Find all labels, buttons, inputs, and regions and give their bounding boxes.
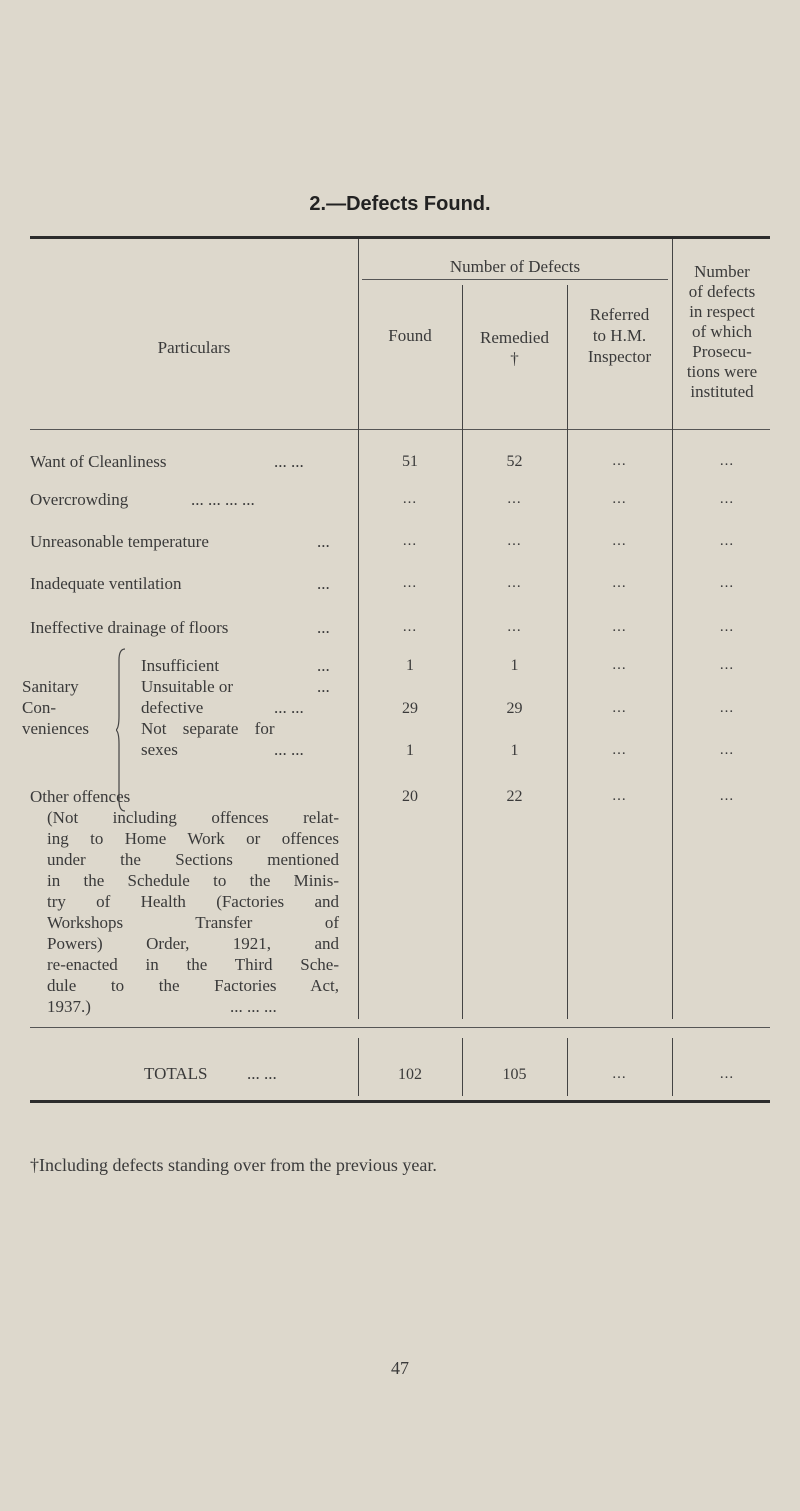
row-leader: ... ... ... ... [191,490,255,509]
row-found: ... [402,575,418,591]
header-referred-2: to H.M. [592,326,647,345]
header-found: Found [388,326,432,345]
other-prosecutions: ... [719,788,735,804]
row-label: Inadequate ventilation [30,574,182,593]
sanitary-group-label-2: Con- [22,698,56,717]
sanitary-line-unsuitable: Unsuitable or [141,677,234,696]
header-prosecutions-2: of defects [688,282,756,301]
other-note-line: under the Sections mentioned [47,850,339,869]
row-remedied: ... [507,491,522,507]
other-note-leader: ... ... ... [230,997,277,1016]
header-remedied-dagger: † [510,349,519,368]
table-title: 2.—Defects Found. [309,193,491,215]
row-found: 51 [402,453,418,470]
totals-found: 102 [398,1066,422,1083]
top-rule [30,236,770,239]
col-divider-3 [567,285,568,1019]
header-prosecutions-5: Prosecu- [692,342,752,361]
header-prosecutions-3: in respect [689,302,755,321]
header-referred-1: Referred [589,305,650,324]
row-leader: ... [317,618,330,637]
sanitary-leader: ... ... [274,740,304,759]
sanitary-line-sexes: sexes [141,740,178,759]
row-label: Unreasonable temperature [30,532,209,551]
sanitary-leader: ... [317,677,330,696]
row-referred: ... [612,619,627,635]
header-number-of-defects: Number of Defects [449,257,581,276]
bottom-rule [30,1100,770,1103]
totals-referred: ... [612,1066,627,1082]
other-note-line: (Not including offences relat- [47,808,339,827]
totals-remedied: 105 [502,1066,527,1083]
sanitary-found: 1 [406,657,414,674]
sanitary-leader: ... [317,656,330,675]
row-label: Overcrowding [30,490,129,509]
sanitary-group-label-3: veniences [22,719,90,738]
sanitary-found: 29 [402,700,418,717]
row-prosecutions: ... [719,575,735,591]
header-prosecutions-1: Number [694,262,750,281]
row-label: Ineffective drainage of floors [30,618,229,637]
other-note-line: try of Health (Factories and [47,892,339,911]
other-note-line: dule to the Factories Act, [47,976,339,995]
sanitary-found: 1 [406,742,414,759]
sanitary-remedied: 29 [506,700,523,717]
sanitary-remedied: 1 [510,657,519,674]
other-note-line: in the Schedule to the Minis- [47,871,339,890]
row-prosecutions: ... [719,533,735,549]
header-referred-3: Inspector [587,347,652,366]
sanitary-line-defective: defective [141,698,204,717]
row-prosecutions: ... [719,491,735,507]
totals-leader: ... ... [247,1064,277,1083]
row-prosecutions: ... [719,619,735,635]
sanitary-group-label-1: Sanitary [22,677,79,696]
page-number: 47 [391,1358,409,1378]
row-remedied: 52 [506,453,523,470]
other-note-line: Powers) Order, 1921, and [47,934,339,953]
sanitary-referred: ... [612,657,627,673]
row-leader: ... ... [274,452,304,471]
row-leader: ... [317,574,330,593]
totals-label: TOTALS [144,1064,208,1083]
header-prosecutions-4: of which [692,322,752,341]
row-leader: ... [317,532,330,551]
row-prosecutions: ... [719,453,735,469]
col-divider-2 [462,285,463,1019]
other-note-line: 1937.) [47,997,91,1016]
header-prosecutions-6: tions were [686,362,758,381]
sanitary-referred: ... [612,742,627,758]
sanitary-leader: ... ... [274,698,304,717]
row-found: ... [402,533,418,549]
row-referred: ... [612,575,627,591]
row-found: ... [402,619,418,635]
sanitary-prosecutions: ... [719,742,735,758]
row-found: ... [402,491,418,507]
row-remedied: ... [507,533,522,549]
other-note-line: re-enacted in the Third Sche- [47,955,339,974]
totals-top-rule [30,1027,770,1028]
other-note-line: Workshops Transfer of [47,913,339,932]
header-bottom-rule [30,429,770,430]
sanitary-line-not-separate: Not separate for [141,719,275,738]
row-referred: ... [612,491,627,507]
other-remedied: 22 [506,788,523,805]
row-remedied: ... [507,619,522,635]
group-underline [362,279,668,280]
other-note-line: ing to Home Work or offences [47,829,339,848]
totals-prosecutions: ... [719,1066,735,1082]
header-particulars: Particulars [157,338,231,357]
sanitary-prosecutions: ... [719,657,735,673]
header-remedied: Remedied [480,328,549,347]
other-found: 20 [402,788,418,805]
row-label: Want of Cleanliness [30,452,167,471]
header-prosecutions-7: instituted [690,382,754,401]
sanitary-line-insufficient: Insufficient [141,656,220,675]
other-offences-label: Other offences [30,787,131,806]
row-referred: ... [612,533,627,549]
sanitary-referred: ... [612,700,627,716]
row-referred: ... [612,453,627,469]
sanitary-prosecutions: ... [719,700,735,716]
footnote: †Including defects standing over from the previous year. [30,1155,437,1175]
other-referred: ... [612,788,627,804]
row-remedied: ... [507,575,522,591]
sanitary-remedied: 1 [510,742,519,759]
